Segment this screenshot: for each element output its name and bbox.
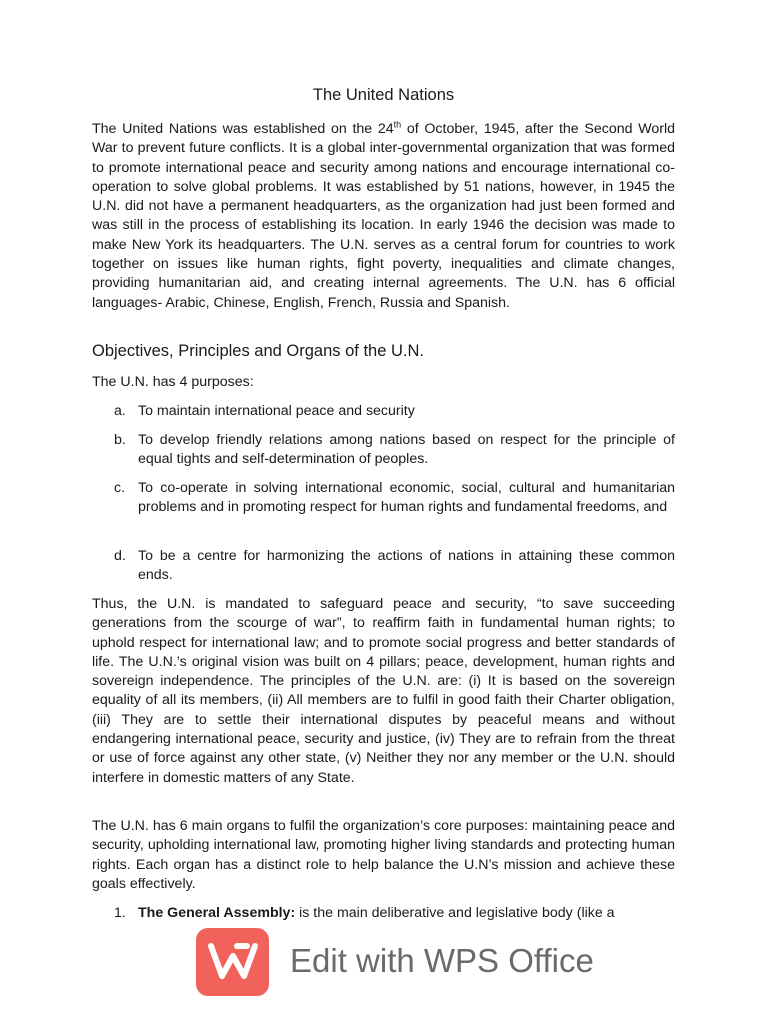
purpose-text: To co-operate in solving international economic, social, cultural and humanitarian problems and in promoting respect for human rights and fundamental freedoms, and (138, 480, 675, 516)
ordinal-suffix: th (393, 119, 402, 130)
purpose-list-item (92, 547, 675, 586)
wps-banner-text[interactable]: Edit with WPS Office (290, 942, 594, 979)
purpose-list-item (92, 431, 675, 470)
list-marker: c. (114, 480, 126, 496)
intro-text-rest: of October, 1945, after the Second World War to prevent future conflicts. It is a global inter-governmental organization that was formed to promote international peace and security among nations and encourage international co-operation to solve global problems. It was established by 51 nations, however, in 1945 the U.N. did not have a permanent headquarters, as the organization had just been formed and was still in the process of establishing its location. In early 1946 the decision was made to make New York its headquarters. The U.N. serves as a central forum for countries to work together on issues like human rights, fight poverty, inequalities and climate changes, providing humanitarian aid, and creating internal agreements. The U.N. has 6 official languages- Arabic, Chinese, English, French, Russia and Spanish. (92, 121, 675, 311)
wps-edit-banner[interactable] (196, 928, 616, 998)
purpose-text: To be a centre for harmonizing the actions of nations in attaining these common ends. (138, 548, 675, 584)
section-heading: Objectives, Principles and Organs of the U.N. (92, 342, 424, 360)
organ-list-item (92, 904, 675, 923)
purpose-text: To maintain international peace and security (138, 403, 415, 419)
list-marker: 1. (114, 905, 126, 921)
intro-text-start: The United Nations was established on the 24 (92, 121, 394, 137)
list-marker: b. (114, 432, 126, 448)
mandate-paragraph: Thus, the U.N. is mandated to safeguard peace and security, “to save succeeding generations from the scourge of war”, to reaffirm faith in fundamental human rights; to uphold respect for international law; and to promote social progress and better standards of life. The U.N.’s original vision was built on 4 pillars; peace, development, human rights and sovereign independence. The principles of the U.N. are: (i) It is based on the sovereign equality of all its members, (ii) All members are to fulfil in good faith their Charter obligation, (iii) They are to settle their international disputes by peaceful means and without endangering international peace, security and justice, (iv) They are to refrain from the threat or use of force against any other state, (v) Neither they nor any member or the U.N. should interfere in domestic matters of any State. (92, 596, 675, 786)
intro-paragraph (92, 120, 675, 313)
purposes-intro: The U.N. has 4 purposes: (92, 374, 254, 390)
document-title: The United Nations (312, 86, 455, 104)
purpose-list-item (92, 479, 675, 518)
organ-text: is the main deliberative and legislative body (like a (295, 905, 615, 921)
purpose-list-item (92, 402, 675, 421)
wps-logo-icon (196, 928, 269, 996)
list-marker: d. (114, 548, 126, 564)
organs-paragraph: The U.N. has 6 main organs to fulfil the organization’s core purposes: maintaining peace and security, upholding international law, promoting higher living standards and protecting human rights. Each organ has a distinct role to help balance the U.N’s mission and achieve these goals effectively. (92, 818, 675, 892)
purpose-text: To develop friendly relations among nations based on respect for the principle of equal tights and self-determination of peoples. (138, 432, 675, 468)
list-marker: a. (114, 403, 126, 419)
organ-name: The General Assembly: (138, 905, 296, 921)
